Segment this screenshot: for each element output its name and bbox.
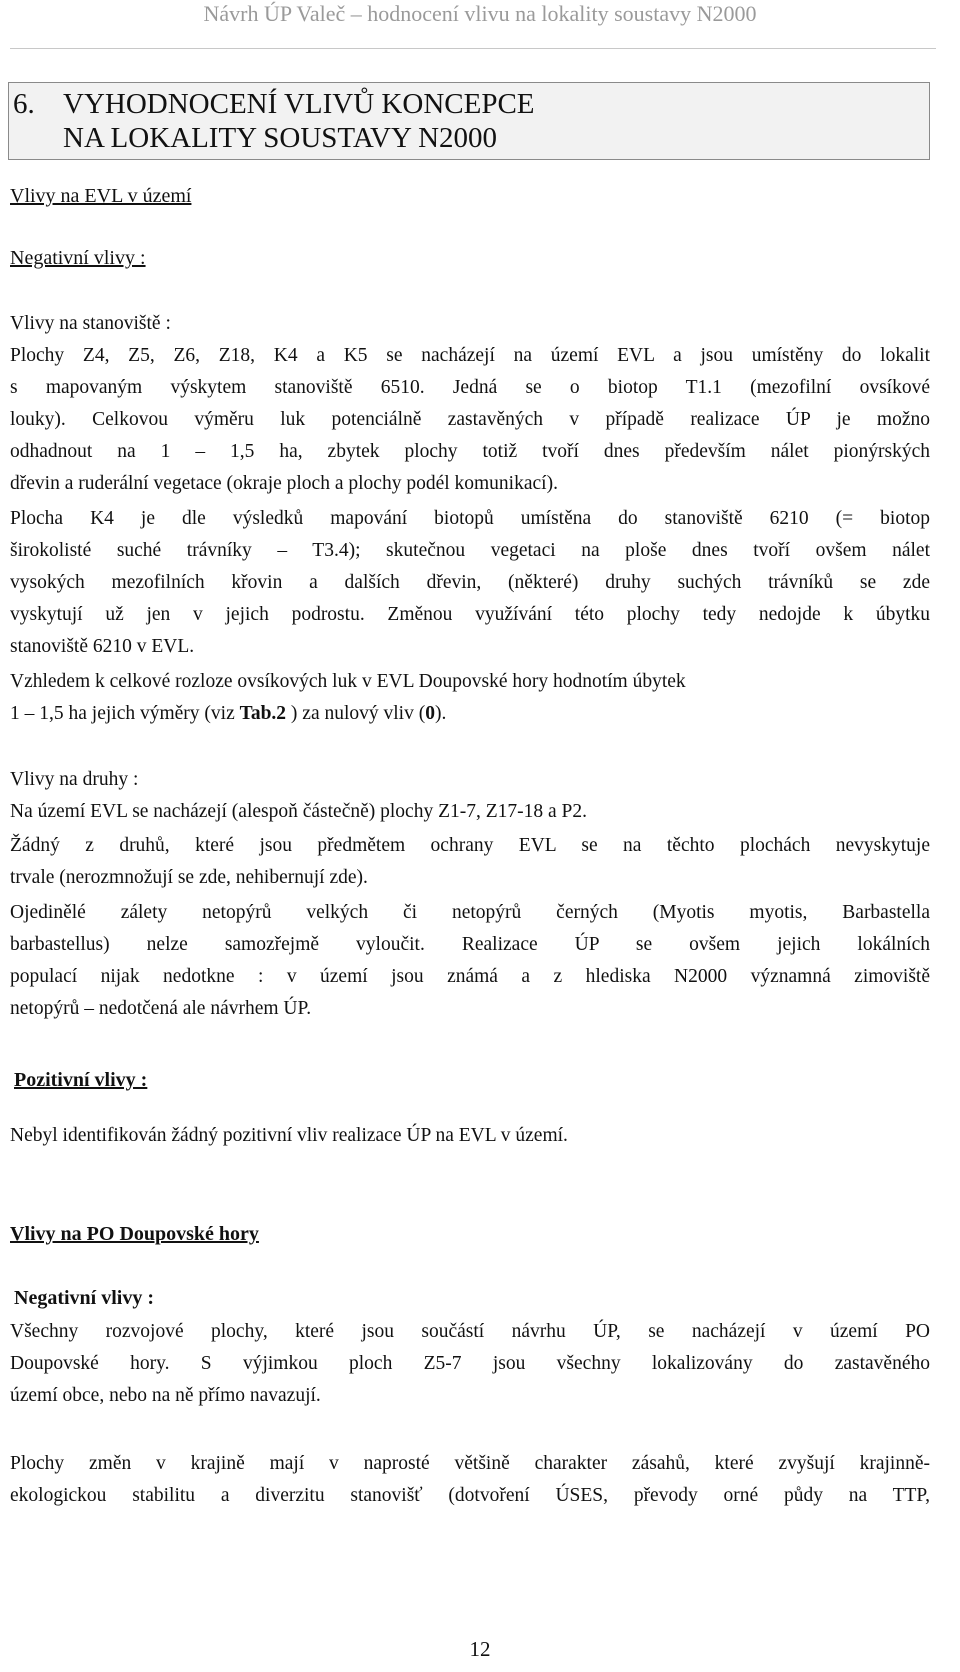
page-number: 12 <box>469 1637 491 1661</box>
negative-effects-heading: Negativní vlivy : <box>10 247 146 269</box>
paragraph-line: populací nijak nedotkne : v území jsou známá a z hlediska N2000 významná zimoviště <box>10 966 930 987</box>
paragraph-line: dřevin a ruderální vegetace (okraje ploch a plochy podél komunikací). <box>10 473 558 494</box>
paragraph-line: Ojedinělé zálety netopýrů velkých či netopýrů černých (Myotis myotis, Barbastella <box>10 902 930 923</box>
chapter-heading-box <box>8 82 930 160</box>
paragraph-line: ekologickou stabilitu a diverzitu stanovišť (dotvoření ÚSES, převody orné půdy na TTP, <box>10 1485 930 1506</box>
table-reference: Tab.2 <box>239 703 287 724</box>
paragraph-line: území obce, nebo na ně přímo navazují. <box>10 1385 321 1406</box>
negative-effects-heading-po: Negativní vlivy : <box>14 1287 154 1309</box>
paragraph-line: Plochy změn v krajině mají v naprosté většině charakter zásahů, které zvyšují krajinně- <box>10 1453 930 1474</box>
paragraph-line: Vzhledem k celkové rozloze ovsíkových luk v EVL Doupovské hory hodnotím úbytek <box>10 671 686 692</box>
positive-effects-heading: Pozitivní vlivy : <box>14 1069 148 1091</box>
paragraph-line: vyskytují už jen v jejich podrostu. Změnou využívání této plochy tedy nedojde k úbytku <box>10 604 930 625</box>
habitat-effects-heading: Vlivy na stanoviště : <box>10 313 171 334</box>
section-heading-po: Vlivy na PO Doupovské hory <box>10 1223 259 1245</box>
text-run: ). <box>434 703 447 724</box>
text-run: ) za nulový vliv ( <box>286 703 426 724</box>
section-heading-evl: Vlivy na EVL v území <box>10 185 192 207</box>
paragraph-line: netopýrů – nedotčená ale návrhem ÚP. <box>10 998 312 1019</box>
paragraph-line: trvale (nerozmnožují se zde, nehibernují zde). <box>10 867 368 888</box>
paragraph-line: Žádný z druhů, které jsou předmětem ochrany EVL se na těchto plochách nevyskytuje <box>10 835 930 856</box>
paragraph-line: stanoviště 6210 v EVL. <box>10 636 195 657</box>
paragraph-line <box>10 698 930 730</box>
paragraph-line: Plocha K4 je dle výsledků mapování biotopů umístěna do stanoviště 6210 (= biotop <box>10 508 930 529</box>
impact-score: 0 <box>425 703 435 724</box>
paragraph-line: širokolisté suché trávníky – T3.4); skutečnou vegetaci na ploše dnes tvoří ovšem nálet <box>10 540 930 561</box>
paragraph-line: Všechny rozvojové plochy, které jsou součástí návrhu ÚP, se nacházejí v území PO <box>10 1321 930 1342</box>
paragraph-line: Na území EVL se nacházejí (alespoň částečně) plochy Z1-7, Z17-18 a P2. <box>10 801 588 822</box>
text-run: 1 – 1,5 ha jejich výměry (viz <box>10 703 240 724</box>
paragraph-line: vysokých mezofilních křovin a dalších dřevin, (některé) druhy suchých trávníků se zde <box>10 572 930 593</box>
running-header: Návrh ÚP Valeč – hodnocení vlivu na lokality soustavy N2000 <box>203 1 757 26</box>
paragraph-line: louky). Celkovou výměru luk potenciálně zastavěných v případě realizace ÚP je možno <box>10 409 930 430</box>
paragraph-line: Plochy Z4, Z5, Z6, Z18, K4 a K5 se nacházejí na území EVL a jsou umístěny do lokalit <box>10 345 930 366</box>
paragraph-line: s mapovaným výskytem stanoviště 6510. Jedná se o biotop T1.1 (mezofilní ovsíkové <box>10 377 930 398</box>
paragraph-line: barbastellus) nelze samozřejmě vyloučit. Realizace ÚP se ovšem jejich lokálních <box>10 934 930 955</box>
paragraph-line: Nebyl identifikován žádný pozitivní vliv realizace ÚP na EVL v území. <box>10 1125 568 1146</box>
paragraph-line: Doupovské hory. S výjimkou ploch Z5-7 jsou všechny lokalizovány do zastavěného <box>10 1353 930 1374</box>
chapter-title-line-2: NA LOKALITY SOUSTAVY N2000 <box>63 122 498 154</box>
chapter-number: 6. <box>13 88 35 120</box>
paragraph-line: odhadnout na 1 – 1,5 ha, zbytek plochy totiž tvoří dnes především nálet pionýrských <box>10 441 930 462</box>
header-divider <box>10 48 936 49</box>
species-effects-heading: Vlivy na druhy : <box>10 769 139 790</box>
chapter-title-line-1: VYHODNOCENÍ VLIVŮ KONCEPCE <box>63 88 535 120</box>
